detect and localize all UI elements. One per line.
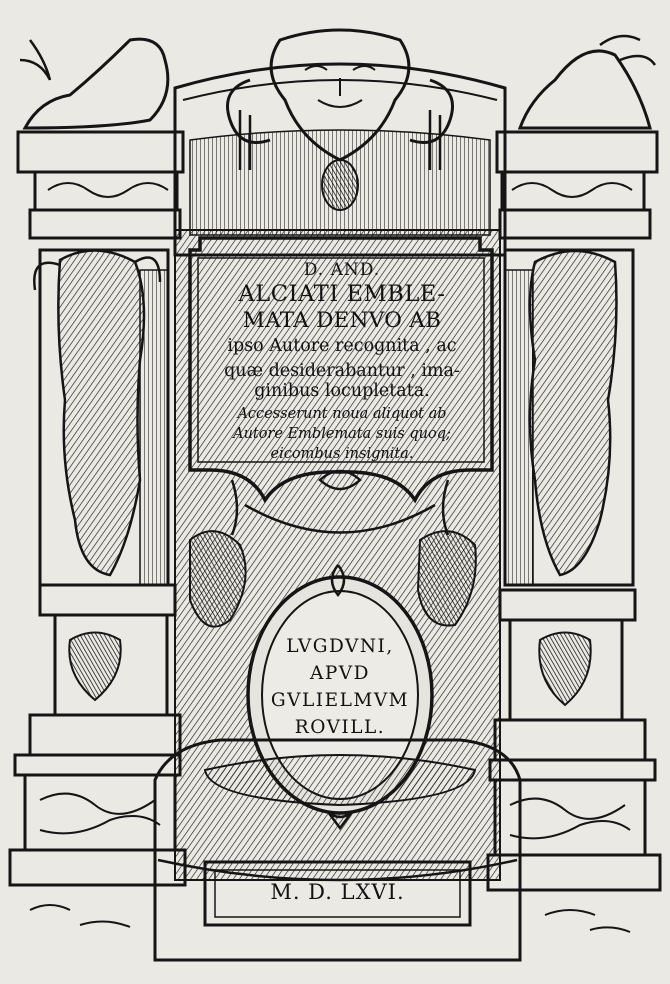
imprint: [262, 638, 418, 748]
title-line-author-prefix: D. AND.: [303, 260, 381, 280]
imprint-city: LVGDVNI,: [286, 636, 394, 657]
title-line-emblemata: MATA DENVO AB: [242, 308, 442, 333]
publication-date: M. D. LXVI.: [270, 880, 405, 904]
title-line-desiderabantur: quæ desiderabantur , ima-: [224, 361, 460, 381]
imprint-printer-first-name: GVLIELMVM: [270, 690, 410, 711]
book-title: [200, 260, 484, 462]
title-line-recognita: ipso Autore recognita , ac: [227, 336, 457, 356]
title-line-author-name: ALCIATI EMBLE-: [238, 281, 446, 307]
title-line-locupletata: ginibus locupletata.: [254, 381, 430, 401]
addendum-line-1: Accesserunt noua aliquot ab: [237, 406, 447, 422]
imprint-printer-surname: ROVILL.: [294, 717, 386, 738]
addendum-line-3: eicombus insignita.: [270, 446, 414, 462]
imprint-apud: APVD: [309, 663, 370, 684]
addendum-line-2: Autore Emblemata suis quoq;: [233, 426, 451, 442]
